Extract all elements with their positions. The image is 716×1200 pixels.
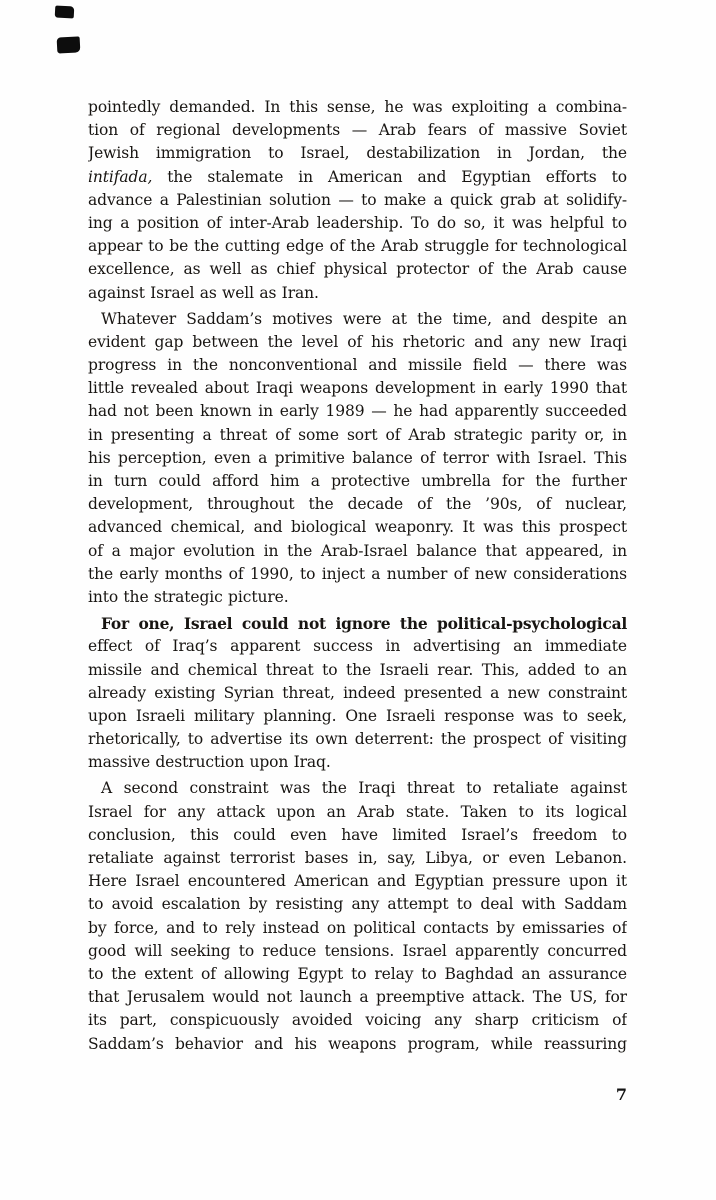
text-line: ing a position of inter-Arab leadership. To do so, it was helpful to [88,213,627,232]
text-line: appear to be the cutting edge of the Arab struggle for technological [88,237,627,256]
text-line: tion of regional developments — Arab fears of massive Soviet [88,121,627,140]
text-line: advanced chemical, and biological weaponry. It was this prospect [88,518,627,537]
text-line: massive destruction upon Iraq. [88,753,331,772]
text-line: to avoid escalation by resisting any attempt to deal with Saddam [88,895,627,914]
text-line: rhetorically, to advertise its own deterrent: the prospect of visiting [88,730,627,749]
text-line: of a major evolution in the Arab-Israel balance that appeared, in [88,541,627,560]
text-line: Saddam’s behavior and his weapons program, while reassuring [88,1034,627,1053]
text-line: the early months of 1990, to inject a number of new considerations [88,564,627,583]
text-line: Here Israel encountered American and Egyptian pressure upon it [88,872,627,891]
text-line: A second constraint was the Iraqi threat to retaliate against [101,779,627,798]
text-line: conclusion, this could even have limited Israel’s freedom to [88,825,627,844]
text-line: excellence, as well as chief physical protector of the Arab cause [88,260,627,279]
text-line: intifada, the stalemate in American and Egyptian efforts to [88,167,627,186]
text-line: progress in the nonconventional and missile field — there was [88,356,627,375]
text-line: For one, Israel could not ignore the political-psychological [101,614,627,634]
text-line: missile and chemical threat to the Israeli rear. This, added to an [88,660,627,679]
paragraph [88,96,627,305]
text-line: already existing Syrian threat, indeed presented a new constraint [88,683,627,702]
text-line: good will seeking to reduce tensions. Israel apparently concurred [88,941,627,960]
text-line: in turn could afford him a protective umbrella for the further [88,472,627,490]
text-line: by force, and to rely instead on political contacts by emissaries of [88,918,627,937]
text-line: little revealed about Iraqi weapons development in early 1990 that [88,379,627,398]
text-line: his perception, even a primitive balance of terror with Israel. This [88,448,627,467]
paragraph [88,777,627,1055]
ink-smudge-bottom [57,36,81,53]
text-line: had not been known in early 1989 — he had apparently succeeded [88,402,627,421]
text-line: against Israel as well as Iran. [88,283,319,302]
paragraph [88,612,627,774]
ink-smudge-top [55,6,75,19]
text-line: that Jerusalem would not launch a preemptive attack. The US, for [88,988,627,1007]
text-line: pointedly demanded. In this sense, he was exploiting a combina- [88,98,627,116]
text-line: to the extent of allowing Egypt to relay to Baghdad an assurance [88,964,627,983]
body-text [88,96,627,1056]
italic-term: intifada, [88,167,153,186]
text-line: its part, conspicuously avoided voicing any sharp criticism of [88,1011,627,1030]
text-line: Israel for any attack upon an Arab state. Taken to its logical [88,802,627,821]
text-line: in presenting a threat of some sort of Arab strategic parity or, in [88,425,627,444]
text-line: retaliate against terrorist bases in, say, Libya, or even Lebanon. [88,849,627,867]
text-line: evident gap between the level of his rhetoric and any new Iraqi [88,332,627,351]
text-line: effect of Iraq’s apparent success in advertising an immediate [88,637,627,656]
text-line: Jewish immigration to Israel, destabilization in Jordan, the [88,144,627,163]
text-line: into the strategic picture. [88,587,289,606]
text-line: development, throughout the decade of the ’90s, of nuclear, [88,495,627,514]
text-line: Whatever Saddam’s motives were at the time, and despite an [101,309,627,328]
paragraph [88,308,627,609]
page-number: 7 [615,1085,627,1104]
text-line: advance a Palestinian solution — to make a quick grab at solidify- [88,190,627,209]
text-line: upon Israeli military planning. One Israeli response was to seek, [88,706,627,725]
